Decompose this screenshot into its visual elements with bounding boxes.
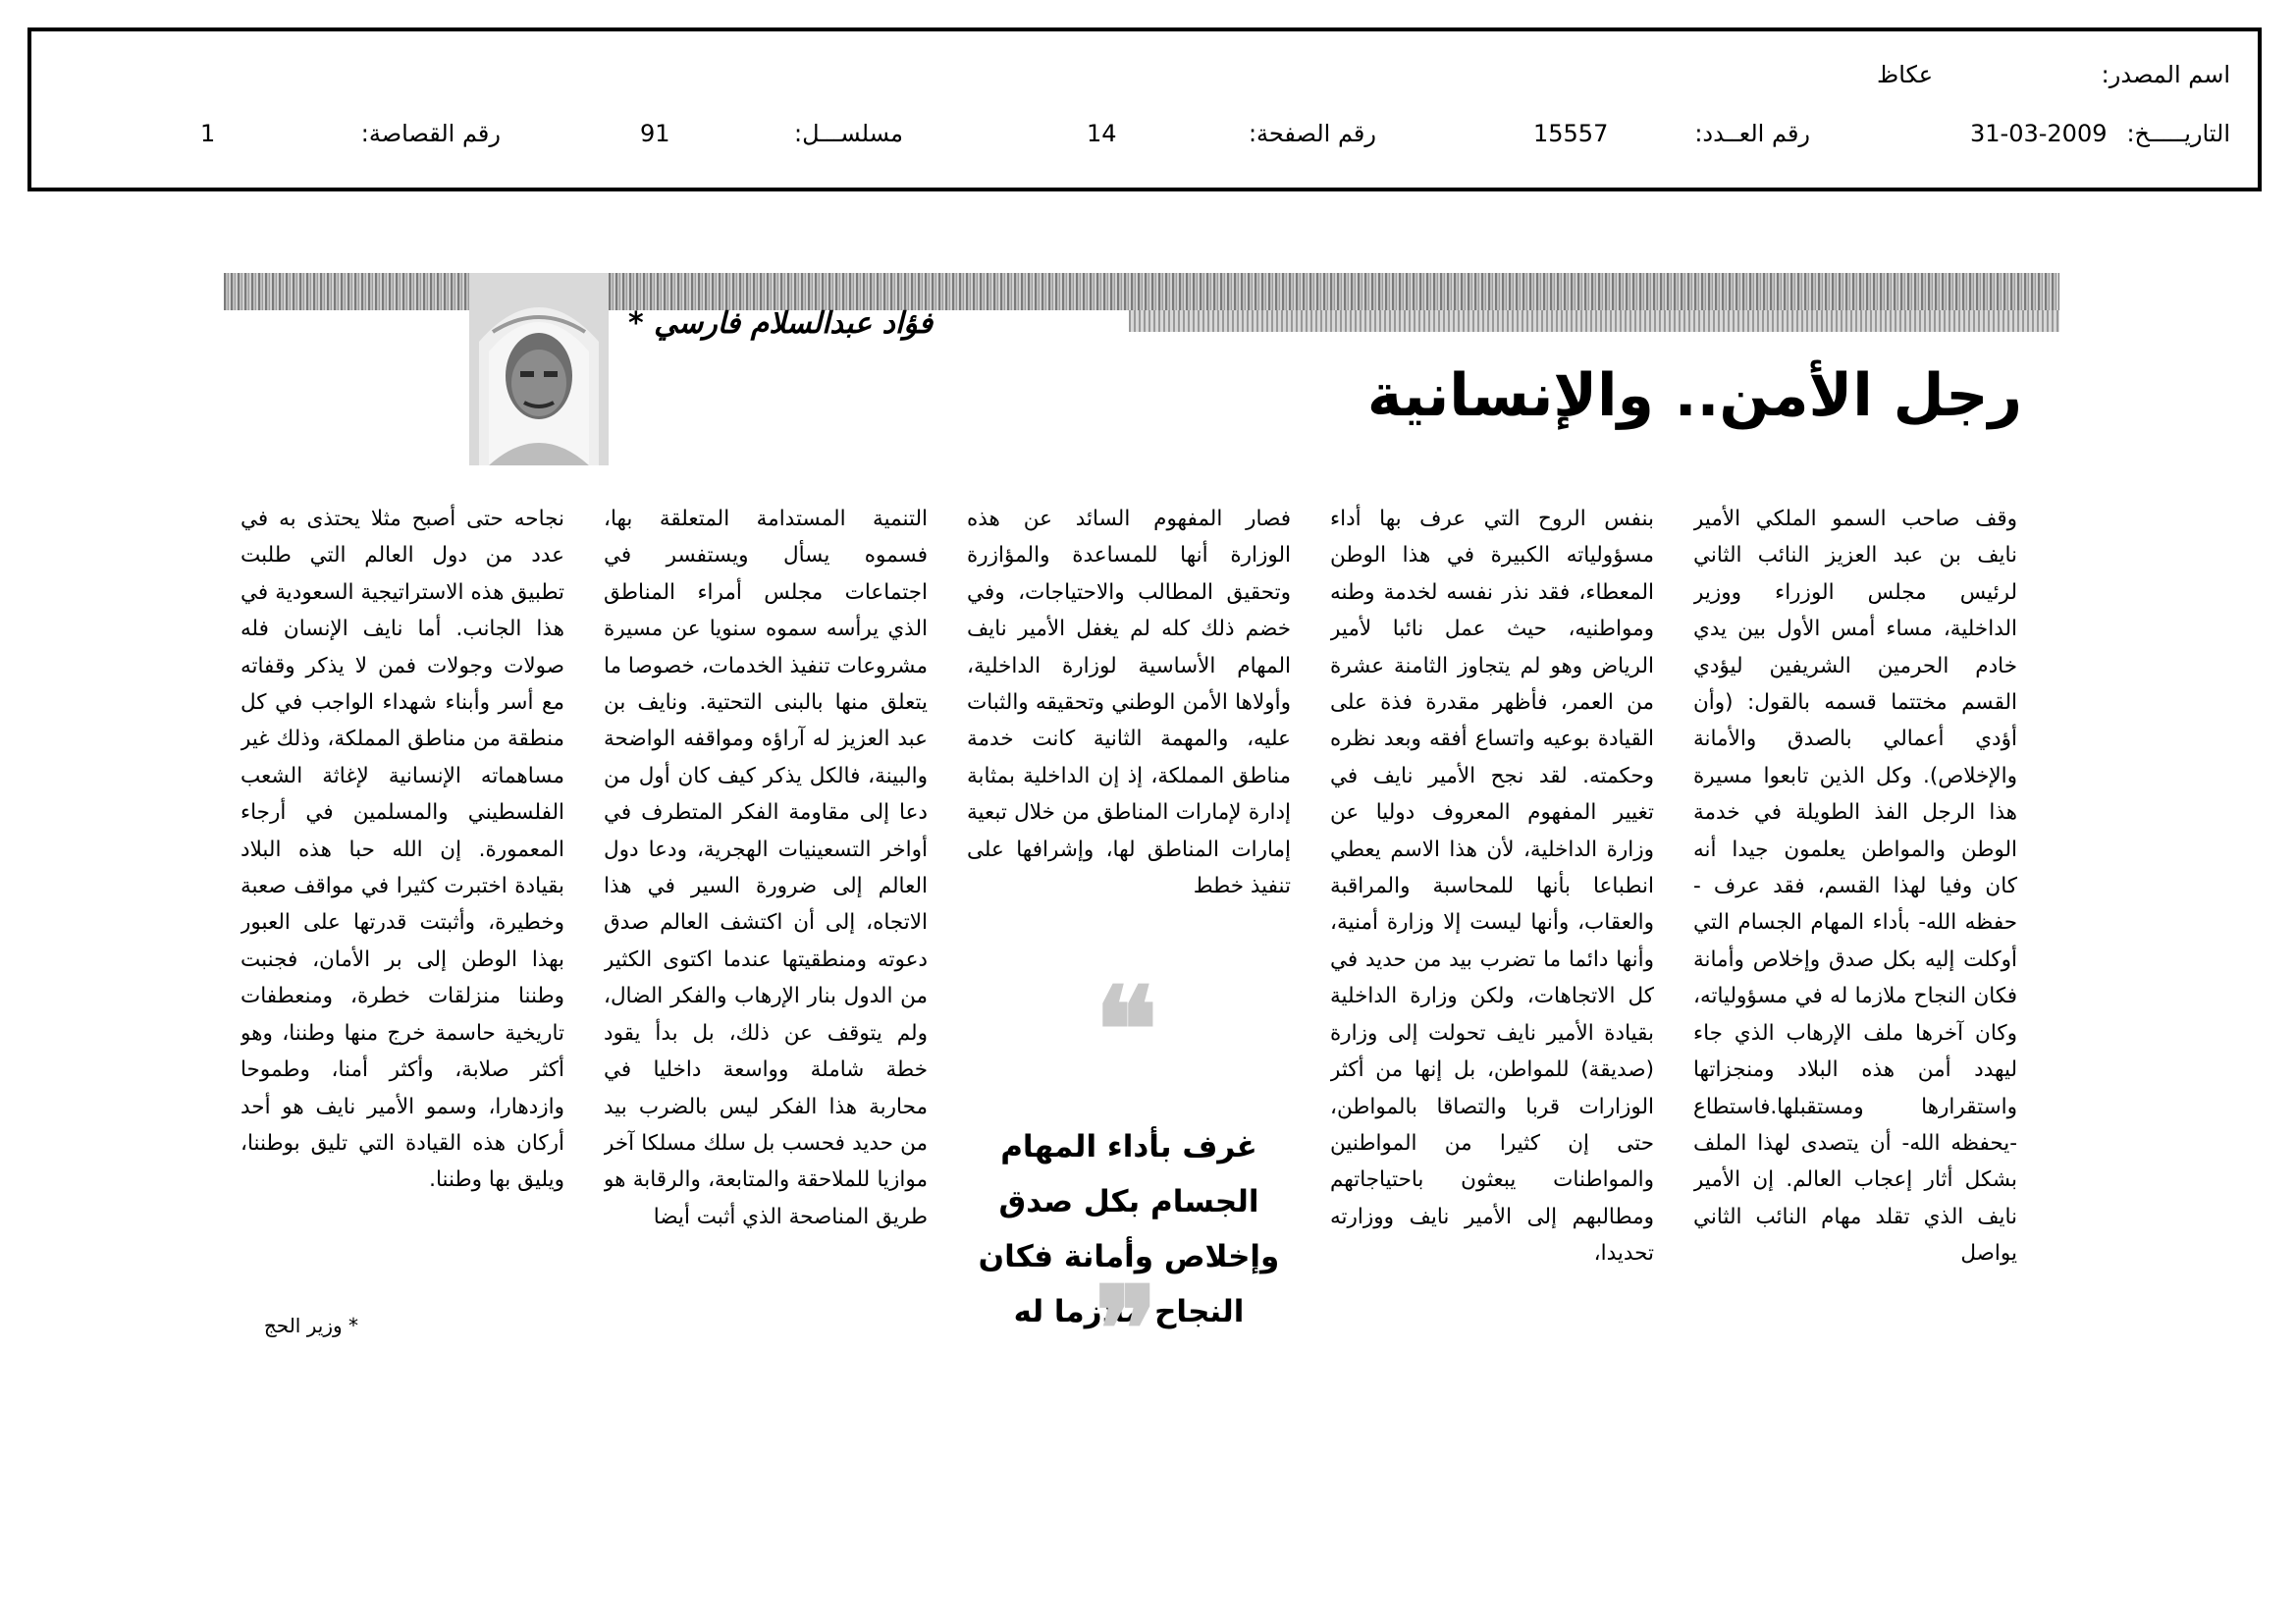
column-1-text: وقف صاحب السمو الملكي الأمير نايف بن عبد العزيز النائب الثاني لرئيس مجلس الوزراء ووزير الداخلية، مساء أمس الأول بين يدي خادم الحرمين الشريفين ليؤدي القسم مختتما قسمه بالقول: (وأن أؤدي أعمالي بالصدق والأمانة والإخلاص). وكل الذين تابعوا مسيرة هذا الرجل الفذ الطويلة في خدمة الوطن والمواطن يعلمون جيدا أنه كان وفيا لهذا القسم، فقد عرف - حفظه الله- بأداء المهام الجسام التي أوكلت إليه بكل صدق وإخلاص وأمانة فكان النجاح ملازما له في مسؤولياته، وكان آخرها ملف الإرهاب الذي جاء ليهدد أمن هذه البلاد ومنجزاتها واستقرارها ومستقبلها.فاستطاع -يحفظه الله- أن يتصدى لهذا الملف بشكل أثار إعجاب العالم. إن الأمير نايف الذي تقلد مهام النائب الثاني يواصل [1693,507,2017,1267]
article-column-1 [1693,501,2017,1355]
date-value: 31-03-2009 [1970,120,2108,147]
author-footnote: * وزير الحج [263,1314,358,1337]
article-column-4 [604,501,928,1355]
issue-value: 15557 [1533,120,1609,147]
column-2-text: بنفس الروح التي عرف بها أداء مسؤولياته الكبيرة في هذا الوطن المعطاء، فقد نذر نفسه لخدمة وطنه ومواطنيه، حيث عمل نائبا لأمير الرياض وهو لم يتجاوز الثامنة عشرة من العمر، فأظهر مقدرة فذة على القيادة بوعيه واتساع أفقه وبعد نظره وحكمته. لقد نجح الأمير نايف في تغيير المفهوم المعروف دوليا عن وزارة الداخلية، لأن هذا الاسم يعطي انطباعا بأنها للمحاسبة والمراقبة والعقاب، وأنها ليست إلا وزارة أمنية، وأنها دائما ما تضرب بيد من حديد في كل الاتجاهات، ولكن وزارة الداخلية بقيادة الأمير نايف تحولت إلى وزارة (صديقة) للمواطن، بل إنها من أكثر الوزارات قربا والتصاقا بالمواطن، حتى إن كثيرا من المواطنين والمواطنات يبعثون باحتياجاتهم ومطالبهم إلى الأمير نايف ووزارته تحديدا، [1330,507,1654,1267]
date-label: التاريـــــخ: [2126,120,2230,147]
serial-label: مسلســـل: [794,120,903,147]
close-quote-icon: ❞ [1095,1261,1158,1399]
pull-quote [957,961,1301,1399]
author-photo [469,273,609,465]
pull-quote-text: غرف بأداء المهام الجسام بكل صدق وإخلاص وأمانة فكان النجاح ملازما له [978,1129,1280,1329]
clip-label: رقم القصاصة: [360,120,501,147]
source-value: عكاظ [1877,61,1934,88]
column-4-text: التنمية المستدامة المتعلقة بها، فسموه يسأل ويستفسر في اجتماعات مجلس أمراء المناطق الذي يرأسه سموه سنويا عن مسيرة مشروعات تنفيذ الخدمات، خصوصا ما يتعلق منها بالبنى التحتية. ونايف بن عبد العزيز له آراؤه ومواقفه الواضحة والبينة، فالكل يذكر كيف كان أول من دعا إلى مقاومة الفكر المتطرف في أواخر التسعينيات الهجرية، ودعا دول العالم إلى ضرورة السير في هذا الاتجاه، إلى أن اكتشف العالم صدق دعوته ومنطقيتها عندما اكتوى الكثير من الدول بنار الإرهاب والفكر الضال، ولم يتوقف عن ذلك، بل بدأ يقود خطة شاملة وواسعة داخليا في محاربة هذا الفكر ليس بالضرب بيد من حديد فحسب بل سلك مسلكا آخر موازيا للملاحقة والمتابعة، والرقابة هو طريق المناصحة الذي أثبت أيضا [604,507,928,1229]
article-column-5 [240,501,564,1306]
author-portrait-image [469,273,609,465]
column-5-text: نجاحه حتى أصبح مثلا يحتذى به في عدد من دول العالم التي طلبت تطبيق هذه الاستراتيجية السعودية في هذا الجانب. أما نايف الإنسان فله صولات وجولات فمن لا يذكر وقفاته مع أسر وأبناء شهداء الواجب في كل منطقة من مناطق المملكة، وذلك غير مساهماته الإنسانية لإغاثة الشعب الفلسطيني والمسلمين في أرجاء المعمورة. إن الله حبا هذه البلاد بقيادة اختبرت كثيرا في مواقف صعبة وخطيرة، وأثبتت قدرتها على العبور بهذا الوطن إلى بر الأمان، فجنبت وطننا منزلقات خطرة، ومنعطفات تاريخية حاسمة خرج منها وطننا، وهو أكثر صلابة، وأكثر أمنا، وطموحا وازدهارا، وسمو الأمير نايف هو أحد أركان هذه القيادة التي تليق بوطننا، ويليق بها وطننا. [240,507,564,1193]
article-column-3 [967,501,1291,938]
source-label: اسم المصدر: [2101,61,2230,88]
article-column-2 [1330,501,1654,1355]
page-label: رقم الصفحة: [1248,120,1376,147]
serial-value: 91 [640,120,670,147]
article-headline: رجل الأمن.. والإنسانية [1366,361,2022,430]
page-value: 14 [1087,120,1117,147]
clip-value: 1 [200,120,216,147]
column-3-text: فصار المفهوم السائد عن هذه الوزارة أنها للمساعدة والمؤازرة وتحقيق المطالب والاحتياجات، وفي خضم ذلك كله لم يغفل الأمير نايف المهام الأساسية لوزارة الداخلية، وأولاها الأمن الوطني وتحقيقه والثبات عليه، والمهمة الثانية كانت خدمة مناطق المملكة، إذ إن الداخلية بمثابة إدارة لإمارات المناطق من خلال تبعية إمارات المناطق لها، وإشرافها على تنفيذ خطط [967,507,1291,899]
issue-label: رقم العــدد: [1694,120,1810,147]
clipping-metadata-box [27,27,2262,191]
author-name: فؤاد عبدالسلام فارسي * [628,306,934,341]
decorative-halftone-band-lower [1129,310,2059,332]
open-quote-icon: ❝ [1095,961,1158,1100]
